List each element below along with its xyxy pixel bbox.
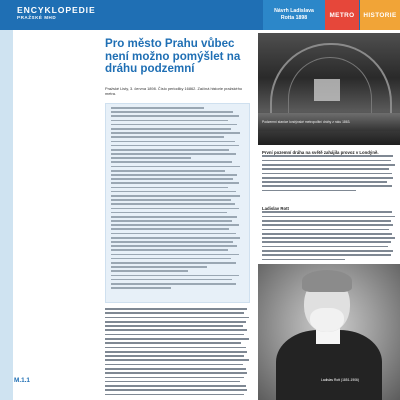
brand-subtitle: PRAŽSKÉ MHD — [17, 15, 57, 20]
right-text-lead-1: První pozemní dráha na světě zahájila provoz v Londýně. — [262, 150, 379, 155]
tab-date-line-1: Návrh Ladislava — [274, 8, 314, 14]
tab-history[interactable]: HISTORIE — [360, 0, 400, 30]
london-station-photo — [258, 33, 400, 145]
portrait-caption: Ladislav Rott (1851-1906) — [321, 378, 359, 382]
brand-block — [17, 5, 96, 21]
right-text-lead-2: Ladislav Rott — [262, 206, 289, 211]
right-text-block-2 — [262, 206, 396, 263]
tab-date-line-2: Rotta 1898 — [280, 15, 308, 21]
left-margin-strip — [0, 0, 13, 400]
right-text-block-1 — [262, 150, 396, 194]
article-headline: Pro město Prahu vůbec není možno pomýšlet na dráhu podzemní — [105, 37, 241, 76]
article-body-text — [105, 308, 250, 398]
quote-text-lines — [111, 107, 244, 289]
page-number: M.1.1 — [14, 377, 30, 384]
tab-metro[interactable]: METRO — [325, 0, 359, 30]
london-station-photo-caption: Podzemní stanice londýnské metropolitní dráhy z roku 1863. — [262, 120, 351, 124]
tab-date[interactable] — [263, 0, 325, 30]
page-header — [0, 0, 400, 30]
section-tabs — [263, 0, 400, 30]
brand-title: ENCYKLOPEDIE — [17, 5, 96, 15]
quote-box — [105, 103, 250, 303]
article-intro: Pražské Listy, 3. června 1898. Číslo periodiky 16862. Začíná historie pražského metra. — [105, 85, 243, 97]
article-left-column — [105, 38, 250, 96]
